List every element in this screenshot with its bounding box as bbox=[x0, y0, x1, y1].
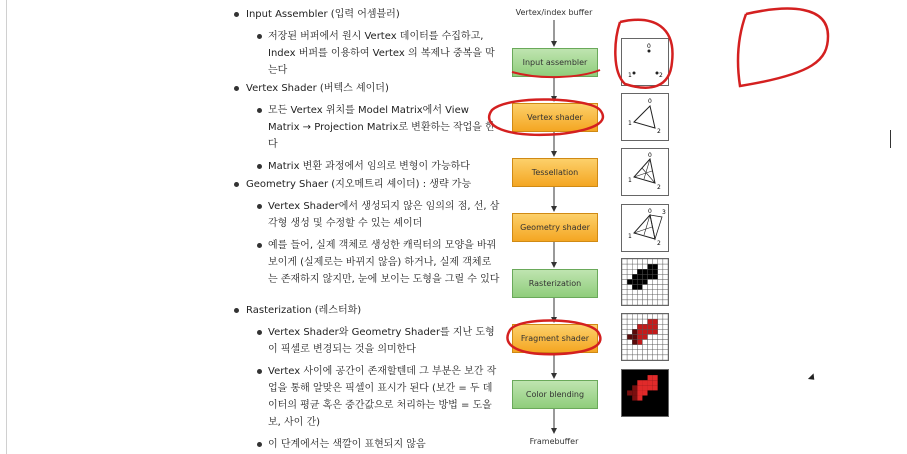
raster-pixel bbox=[653, 314, 658, 319]
framebuffer-label: Framebuffer bbox=[529, 437, 579, 446]
vertex-label: 1 bbox=[628, 72, 632, 79]
raster-pixel bbox=[637, 329, 642, 334]
raster-pixel bbox=[627, 355, 632, 360]
raster-pixel bbox=[653, 329, 658, 334]
heading-input-assembler: Input Assembler (입력 어셈블러) bbox=[230, 6, 500, 23]
raster-pixel bbox=[622, 329, 627, 334]
vertex-label: 2 bbox=[657, 184, 661, 191]
raster-pixel bbox=[648, 329, 653, 334]
raster-pixel bbox=[637, 340, 642, 345]
raster-pixel bbox=[658, 370, 663, 375]
raster-pixel bbox=[658, 345, 663, 350]
raster-pixel bbox=[653, 355, 658, 360]
raster-pixel bbox=[622, 411, 627, 416]
raster-pixel bbox=[622, 295, 627, 300]
raster-pixel bbox=[648, 411, 653, 416]
tessellation-thumbnail bbox=[621, 148, 669, 196]
raster-pixel bbox=[663, 390, 668, 395]
raster-pixel bbox=[622, 355, 627, 360]
raster-pixel bbox=[648, 290, 653, 295]
raster-pixel bbox=[622, 279, 627, 284]
raster-pixel bbox=[642, 259, 647, 264]
bullet-item: 저장된 버퍼에서 원시 Vertex 데이터를 수집하고, Index 버퍼를 이용하여 Vertex 의 복제나 중복을 막는다 bbox=[230, 28, 500, 79]
raster-pixel bbox=[663, 329, 668, 334]
raster-pixel bbox=[658, 274, 663, 279]
raster-pixel bbox=[653, 319, 658, 324]
raster-pixel bbox=[632, 259, 637, 264]
raster-pixel bbox=[642, 319, 647, 324]
raster-pixel bbox=[653, 406, 658, 411]
raster-pixel bbox=[632, 324, 637, 329]
raster-pixel bbox=[632, 264, 637, 269]
raster-pixel bbox=[658, 411, 663, 416]
raster-pixel bbox=[642, 285, 647, 290]
vertex-label: 1 bbox=[628, 120, 632, 127]
raster-pixel bbox=[622, 300, 627, 305]
raster-pixel bbox=[642, 390, 647, 395]
raster-pixel bbox=[663, 290, 668, 295]
raster-pixel bbox=[658, 295, 663, 300]
raster-pixel bbox=[658, 390, 663, 395]
raster-pixel bbox=[642, 269, 647, 274]
raster-pixel bbox=[637, 375, 642, 380]
raster-pixel bbox=[658, 329, 663, 334]
raster-pixel bbox=[632, 300, 637, 305]
raster-pixel bbox=[653, 380, 658, 385]
raster-pixel bbox=[642, 300, 647, 305]
raster-pixel bbox=[627, 390, 632, 395]
raster-pixel bbox=[642, 279, 647, 284]
raster-pixel bbox=[663, 370, 668, 375]
raster-pixel bbox=[627, 401, 632, 406]
vertex-label: 1 bbox=[628, 233, 632, 240]
raster-pixel bbox=[648, 345, 653, 350]
vertex-label: 0 bbox=[648, 208, 652, 215]
stage-color-blending: Color blending bbox=[512, 380, 598, 409]
raster-pixel bbox=[648, 350, 653, 355]
raster-pixel bbox=[653, 285, 658, 290]
raster-pixel bbox=[658, 324, 663, 329]
raster-pixel bbox=[663, 340, 668, 345]
raster-pixel bbox=[648, 259, 653, 264]
raster-pixel bbox=[622, 269, 627, 274]
raster-pixel bbox=[622, 390, 627, 395]
raster-pixel bbox=[663, 295, 668, 300]
raster-pixel bbox=[653, 290, 658, 295]
raster-pixel bbox=[658, 279, 663, 284]
raster-pixel bbox=[642, 334, 647, 339]
fragment-shader-thumbnail bbox=[621, 313, 669, 361]
stage-tessellation: Tessellation bbox=[512, 158, 598, 187]
raster-pixel bbox=[632, 385, 637, 390]
raster-pixel bbox=[622, 370, 627, 375]
stage-geometry-shader: Geometry shader bbox=[512, 213, 598, 242]
raster-pixel bbox=[663, 314, 668, 319]
bullet-item: Vertex 사이에 공간이 존재할텐데 그 부분은 보간 작업을 통해 알맞은 픽셀이 표시가 된다 (보간 = 두 데이터의 평균 혹은 중간값으로 처리하는 방법 = 도올 보, 사이 간) bbox=[230, 363, 500, 431]
raster-pixel bbox=[632, 314, 637, 319]
raster-pixel bbox=[663, 274, 668, 279]
raster-pixel bbox=[632, 350, 637, 355]
heading-vertex-shader: Vertex Shader (버텍스 셰이더) bbox=[230, 80, 500, 97]
raster-pixel bbox=[637, 334, 642, 339]
raster-pixel bbox=[642, 370, 647, 375]
raster-pixel bbox=[663, 411, 668, 416]
vertex-label: 0 bbox=[648, 98, 652, 105]
stage-fragment-shader: Fragment shader bbox=[512, 324, 598, 353]
raster-pixel bbox=[637, 269, 642, 274]
raster-pixel bbox=[642, 274, 647, 279]
raster-pixel bbox=[622, 385, 627, 390]
raster-pixel bbox=[622, 274, 627, 279]
raster-pixel bbox=[622, 406, 627, 411]
raster-pixel bbox=[663, 279, 668, 284]
raster-pixel bbox=[627, 269, 632, 274]
raster-pixel bbox=[648, 340, 653, 345]
raster-pixel bbox=[642, 355, 647, 360]
raster-pixel bbox=[637, 385, 642, 390]
bullet-item: Vertex Shader에서 생성되지 않은 임의의 점, 선, 삼각형 생성 및 수정할 수 있는 셰이더 bbox=[230, 198, 500, 232]
raster-pixel bbox=[627, 274, 632, 279]
raster-pixel bbox=[648, 355, 653, 360]
raster-pixel bbox=[632, 340, 637, 345]
raster-pixel bbox=[627, 350, 632, 355]
raster-pixel bbox=[663, 264, 668, 269]
raster-pixel bbox=[648, 269, 653, 274]
raster-pixel bbox=[658, 385, 663, 390]
raster-pixel bbox=[622, 324, 627, 329]
raster-grid bbox=[622, 314, 668, 360]
raster-pixel bbox=[632, 329, 637, 334]
raster-pixel bbox=[658, 319, 663, 324]
vertex-label: 2 bbox=[657, 240, 661, 247]
raster-pixel bbox=[622, 264, 627, 269]
raster-pixel bbox=[632, 380, 637, 385]
raster-pixel bbox=[663, 396, 668, 401]
raster-pixel bbox=[653, 340, 658, 345]
raster-pixel bbox=[658, 285, 663, 290]
raster-pixel bbox=[637, 411, 642, 416]
raster-pixel bbox=[637, 345, 642, 350]
raster-pixel bbox=[627, 340, 632, 345]
raster-pixel bbox=[622, 396, 627, 401]
raster-pixel bbox=[642, 295, 647, 300]
raster-pixel bbox=[632, 401, 637, 406]
raster-pixel bbox=[622, 314, 627, 319]
raster-pixel bbox=[642, 385, 647, 390]
raster-pixel bbox=[642, 345, 647, 350]
raster-pixel bbox=[632, 334, 637, 339]
raster-pixel bbox=[632, 295, 637, 300]
raster-pixel bbox=[658, 264, 663, 269]
raster-pixel bbox=[637, 406, 642, 411]
raster-pixel bbox=[637, 390, 642, 395]
raster-pixel bbox=[627, 259, 632, 264]
raster-pixel bbox=[653, 264, 658, 269]
raster-pixel bbox=[637, 324, 642, 329]
raster-pixel bbox=[632, 375, 637, 380]
raster-pixel bbox=[637, 259, 642, 264]
raster-pixel bbox=[642, 380, 647, 385]
raster-pixel bbox=[653, 375, 658, 380]
raster-pixel bbox=[622, 319, 627, 324]
raster-pixel bbox=[653, 390, 658, 395]
vertex-label: 0 bbox=[647, 43, 651, 50]
raster-pixel bbox=[627, 406, 632, 411]
raster-pixel bbox=[648, 406, 653, 411]
raster-pixel bbox=[653, 345, 658, 350]
raster-pixel bbox=[658, 300, 663, 305]
raster-pixel bbox=[627, 345, 632, 350]
raster-pixel bbox=[648, 370, 653, 375]
raster-pixel bbox=[642, 375, 647, 380]
heading-geometry-shader: Geometry Shaer (지오메트리 셰이더) : 생략 가능 bbox=[230, 176, 500, 193]
raster-pixel bbox=[627, 329, 632, 334]
raster-pixel bbox=[648, 319, 653, 324]
raster-grid bbox=[622, 370, 668, 416]
raster-pixel bbox=[663, 380, 668, 385]
raster-pixel bbox=[632, 319, 637, 324]
raster-pixel bbox=[642, 290, 647, 295]
rasterization-thumbnail bbox=[621, 258, 669, 306]
raster-pixel bbox=[648, 385, 653, 390]
raster-pixel bbox=[653, 401, 658, 406]
bullet-item: Matrix 변환 과정에서 임의로 변형이 가능하다 bbox=[230, 158, 500, 175]
raster-pixel bbox=[653, 350, 658, 355]
raster-pixel bbox=[627, 370, 632, 375]
raster-pixel bbox=[653, 259, 658, 264]
raster-pixel bbox=[632, 396, 637, 401]
raster-pixel bbox=[637, 314, 642, 319]
raster-pixel bbox=[648, 279, 653, 284]
heading-rasterization: Rasterization (레스터화) bbox=[230, 302, 500, 319]
raster-pixel bbox=[642, 329, 647, 334]
raster-pixel bbox=[648, 401, 653, 406]
raster-pixel bbox=[658, 314, 663, 319]
raster-pixel bbox=[648, 375, 653, 380]
raster-pixel bbox=[642, 314, 647, 319]
raster-grid bbox=[622, 259, 668, 305]
raster-pixel bbox=[642, 401, 647, 406]
raster-pixel bbox=[658, 380, 663, 385]
bullet-item: Vertex Shader와 Geometry Shader를 지난 도형이 픽셀로 변경되는 것을 의미한다 bbox=[230, 324, 500, 358]
raster-pixel bbox=[663, 269, 668, 274]
raster-pixel bbox=[663, 300, 668, 305]
raster-pixel bbox=[627, 295, 632, 300]
stage-rasterization: Rasterization bbox=[512, 269, 598, 298]
raster-pixel bbox=[653, 279, 658, 284]
raster-pixel bbox=[637, 285, 642, 290]
raster-pixel bbox=[663, 375, 668, 380]
raster-pixel bbox=[658, 406, 663, 411]
raster-pixel bbox=[627, 290, 632, 295]
raster-pixel bbox=[637, 355, 642, 360]
raster-pixel bbox=[632, 285, 637, 290]
raster-pixel bbox=[632, 274, 637, 279]
raster-pixel bbox=[648, 295, 653, 300]
raster-pixel bbox=[653, 295, 658, 300]
raster-pixel bbox=[653, 334, 658, 339]
raster-pixel bbox=[637, 370, 642, 375]
raster-pixel bbox=[653, 274, 658, 279]
raster-pixel bbox=[648, 380, 653, 385]
raster-pixel bbox=[658, 334, 663, 339]
bullet-item: 예를 들어, 실제 객체로 생성한 캐릭터의 모양을 바꿔보이게 (실제로는 바뀌지 않음) 하거나, 실제 객체로는 존재하지 않지만, 눈에 보이는 도형을 그릴 수 있다 bbox=[230, 237, 500, 288]
raster-pixel bbox=[663, 355, 668, 360]
raster-pixel bbox=[622, 350, 627, 355]
raster-pixel bbox=[637, 401, 642, 406]
raster-pixel bbox=[622, 401, 627, 406]
raster-pixel bbox=[663, 406, 668, 411]
raster-pixel bbox=[642, 324, 647, 329]
raster-pixel bbox=[663, 285, 668, 290]
raster-pixel bbox=[637, 295, 642, 300]
raster-pixel bbox=[648, 390, 653, 395]
raster-pixel bbox=[653, 411, 658, 416]
raster-pixel bbox=[622, 345, 627, 350]
raster-pixel bbox=[653, 370, 658, 375]
raster-pixel bbox=[622, 334, 627, 339]
raster-pixel bbox=[637, 350, 642, 355]
raster-pixel bbox=[632, 406, 637, 411]
raster-pixel bbox=[632, 411, 637, 416]
raster-pixel bbox=[622, 340, 627, 345]
raster-pixel bbox=[622, 375, 627, 380]
raster-pixel bbox=[627, 279, 632, 284]
raster-pixel bbox=[627, 411, 632, 416]
raster-pixel bbox=[642, 396, 647, 401]
raster-pixel bbox=[637, 396, 642, 401]
raster-pixel bbox=[627, 314, 632, 319]
raster-pixel bbox=[653, 300, 658, 305]
raster-pixel bbox=[658, 290, 663, 295]
raster-pixel bbox=[627, 385, 632, 390]
raster-pixel bbox=[642, 340, 647, 345]
raster-pixel bbox=[658, 340, 663, 345]
raster-pixel bbox=[622, 259, 627, 264]
stage-input-assembler: Input assembler bbox=[512, 48, 598, 77]
raster-pixel bbox=[632, 355, 637, 360]
raster-pixel bbox=[637, 264, 642, 269]
raster-pixel bbox=[653, 396, 658, 401]
raster-pixel bbox=[627, 324, 632, 329]
vertex-buffer-label: Vertex/index buffer bbox=[515, 8, 593, 17]
bullet-item: 모든 Vertex 위치를 Model Matrix에서 View Matrix → Projection Matrix로 변환하는 작업을 한다 bbox=[230, 102, 500, 153]
raster-pixel bbox=[648, 264, 653, 269]
raster-pixel bbox=[627, 334, 632, 339]
raster-pixel bbox=[658, 375, 663, 380]
raster-pixel bbox=[632, 390, 637, 395]
vertex-label: 1 bbox=[628, 177, 632, 184]
raster-pixel bbox=[632, 370, 637, 375]
raster-pixel bbox=[648, 300, 653, 305]
raster-pixel bbox=[658, 269, 663, 274]
raster-pixel bbox=[663, 345, 668, 350]
raster-pixel bbox=[632, 290, 637, 295]
raster-pixel bbox=[648, 274, 653, 279]
geometry-shader-thumbnail bbox=[621, 204, 669, 252]
raster-pixel bbox=[627, 264, 632, 269]
raster-pixel bbox=[642, 406, 647, 411]
raster-pixel bbox=[637, 380, 642, 385]
raster-pixel bbox=[653, 324, 658, 329]
raster-pixel bbox=[653, 269, 658, 274]
vertex-label: 3 bbox=[662, 209, 666, 216]
raster-pixel bbox=[632, 279, 637, 284]
raster-pixel bbox=[663, 324, 668, 329]
raster-pixel bbox=[627, 319, 632, 324]
raster-pixel bbox=[637, 319, 642, 324]
raster-pixel bbox=[622, 380, 627, 385]
raster-pixel bbox=[637, 290, 642, 295]
raster-pixel bbox=[648, 324, 653, 329]
stage-vertex-shader: Vertex shader bbox=[512, 103, 598, 132]
raster-pixel bbox=[627, 300, 632, 305]
color-blending-thumbnail bbox=[621, 369, 669, 417]
vertex-label: 2 bbox=[657, 128, 661, 135]
raster-pixel bbox=[637, 300, 642, 305]
raster-pixel bbox=[627, 285, 632, 290]
raster-pixel bbox=[648, 396, 653, 401]
raster-pixel bbox=[622, 290, 627, 295]
raster-pixel bbox=[663, 350, 668, 355]
raster-pixel bbox=[637, 279, 642, 284]
raster-pixel bbox=[622, 285, 627, 290]
input-assembler-thumbnail bbox=[621, 38, 669, 86]
raster-pixel bbox=[632, 269, 637, 274]
raster-pixel bbox=[648, 334, 653, 339]
vertex-label: 2 bbox=[659, 72, 663, 79]
vertex-label: 0 bbox=[648, 152, 652, 159]
raster-pixel bbox=[658, 259, 663, 264]
raster-pixel bbox=[653, 385, 658, 390]
raster-pixel bbox=[642, 264, 647, 269]
raster-pixel bbox=[658, 355, 663, 360]
raster-pixel bbox=[642, 350, 647, 355]
raster-pixel bbox=[663, 334, 668, 339]
vertex-shader-thumbnail bbox=[621, 93, 669, 141]
raster-pixel bbox=[627, 396, 632, 401]
raster-pixel bbox=[663, 385, 668, 390]
raster-pixel bbox=[663, 259, 668, 264]
raster-pixel bbox=[627, 375, 632, 380]
raster-pixel bbox=[627, 380, 632, 385]
bullet-item: 이 단계에서는 색깔이 표현되지 않음 bbox=[230, 436, 500, 453]
raster-pixel bbox=[648, 285, 653, 290]
raster-pixel bbox=[637, 274, 642, 279]
raster-pixel bbox=[648, 314, 653, 319]
raster-pixel bbox=[632, 345, 637, 350]
raster-pixel bbox=[658, 401, 663, 406]
raster-pixel bbox=[663, 319, 668, 324]
raster-pixel bbox=[658, 396, 663, 401]
raster-pixel bbox=[658, 350, 663, 355]
raster-pixel bbox=[642, 411, 647, 416]
raster-pixel bbox=[663, 401, 668, 406]
